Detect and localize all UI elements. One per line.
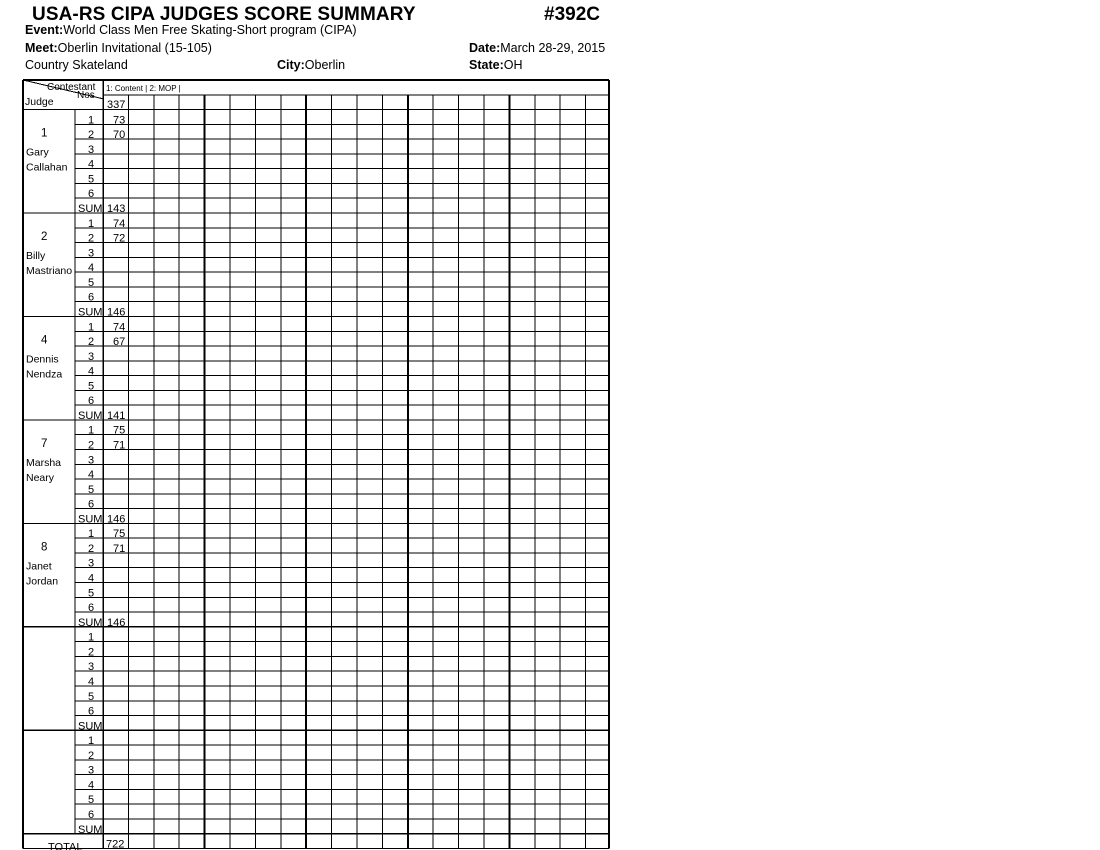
row-number: 1 bbox=[88, 217, 95, 230]
state-label: State: bbox=[469, 58, 504, 72]
sum-label: SUM bbox=[78, 616, 103, 629]
sum-value: 141 bbox=[107, 409, 126, 422]
row-number: 6 bbox=[88, 291, 95, 304]
row-number: 2 bbox=[88, 646, 95, 659]
judge-first-name: Billy bbox=[26, 250, 46, 263]
score-value: 67 bbox=[113, 336, 126, 349]
date-value: March 28-29, 2015 bbox=[500, 41, 606, 55]
row-number: 2 bbox=[88, 232, 95, 245]
judge-first-name: Janet bbox=[26, 560, 52, 573]
judge-last-name: Mastriano bbox=[26, 265, 73, 278]
sum-value: 146 bbox=[107, 306, 126, 319]
state-value: OH bbox=[503, 58, 523, 72]
row-number: 1 bbox=[88, 321, 95, 334]
row-number: 2 bbox=[88, 336, 95, 349]
row-number: 3 bbox=[88, 454, 95, 467]
row-number: 5 bbox=[88, 276, 95, 289]
row-number: 1 bbox=[88, 424, 95, 437]
sheet-number: #392C bbox=[544, 4, 600, 25]
score-value: 73 bbox=[113, 114, 126, 127]
row-number: 1 bbox=[88, 735, 95, 748]
row-number: 4 bbox=[88, 469, 95, 482]
row-number: 5 bbox=[88, 587, 95, 600]
sum-label: SUM bbox=[78, 306, 103, 319]
score-value: 75 bbox=[113, 424, 126, 437]
row-number: 4 bbox=[88, 675, 95, 688]
row-number: 6 bbox=[88, 602, 95, 615]
row-number: 4 bbox=[88, 365, 95, 378]
judge-last-name: Callahan bbox=[26, 161, 68, 174]
sum-label: SUM bbox=[78, 720, 103, 733]
meet-label: Meet: bbox=[25, 41, 58, 55]
judge-number: 2 bbox=[41, 231, 48, 244]
city-label: City: bbox=[277, 58, 305, 72]
row-number: 4 bbox=[88, 262, 95, 275]
score-value: 75 bbox=[113, 528, 126, 541]
judge-number: 7 bbox=[41, 437, 48, 450]
contestant-number: 337 bbox=[107, 98, 126, 111]
row-number: 2 bbox=[88, 129, 95, 142]
row-number: 1 bbox=[88, 631, 95, 644]
row-number: 6 bbox=[88, 395, 95, 408]
sum-label: SUM bbox=[78, 409, 103, 422]
judge-number: 8 bbox=[41, 541, 48, 554]
row-number: 3 bbox=[88, 247, 95, 260]
date-label: Date: bbox=[469, 41, 501, 55]
row-number: 3 bbox=[88, 661, 95, 674]
row-number: 6 bbox=[88, 809, 95, 821]
row-number: 4 bbox=[88, 572, 95, 585]
row-number: 5 bbox=[88, 794, 95, 807]
row-number: 1 bbox=[88, 114, 95, 127]
judge-number: 1 bbox=[41, 127, 48, 140]
sum-label: SUM bbox=[78, 203, 103, 216]
row-number: 4 bbox=[88, 779, 95, 792]
score-value: 71 bbox=[113, 439, 126, 452]
score-value: 70 bbox=[113, 129, 126, 142]
sum-label: SUM bbox=[78, 823, 103, 836]
meet-value: Oberlin Invitational (15-105) bbox=[57, 41, 212, 55]
judge-first-name: Gary bbox=[26, 146, 49, 159]
total-value: 722 bbox=[106, 838, 125, 850]
corner-nos-label: Nos bbox=[77, 89, 95, 101]
row-number: 4 bbox=[88, 158, 95, 171]
event-value: World Class Men Free Skating-Short program (CIPA) bbox=[63, 23, 357, 37]
total-label: TOTAL bbox=[48, 841, 83, 850]
row-number: 3 bbox=[88, 764, 95, 777]
row-number: 6 bbox=[88, 188, 95, 201]
judge-last-name: Neary bbox=[26, 471, 55, 484]
row-number: 6 bbox=[88, 498, 95, 511]
row-number: 2 bbox=[88, 542, 95, 555]
judge-first-name: Marsha bbox=[26, 456, 62, 469]
judge-number: 4 bbox=[41, 334, 48, 347]
corner-contestant-label: Contestant bbox=[47, 82, 96, 93]
row-number: 3 bbox=[88, 143, 95, 156]
row-number: 5 bbox=[88, 173, 95, 186]
row-number: 5 bbox=[88, 380, 95, 393]
page-title: USA-RS CIPA JUDGES SCORE SUMMARY bbox=[32, 4, 416, 25]
event-label: Event: bbox=[25, 23, 64, 37]
row-number: 3 bbox=[88, 350, 95, 363]
sum-label: SUM bbox=[78, 513, 103, 526]
judge-last-name: Nendza bbox=[26, 368, 63, 381]
row-number: 2 bbox=[88, 439, 95, 452]
row-number: 5 bbox=[88, 483, 95, 496]
score-value: 71 bbox=[113, 542, 126, 555]
sum-value: 146 bbox=[107, 616, 126, 629]
score-value: 72 bbox=[113, 232, 126, 245]
row-number: 3 bbox=[88, 557, 95, 570]
sum-value: 143 bbox=[107, 203, 126, 216]
score-value: 74 bbox=[113, 321, 126, 334]
judge-first-name: Dennis bbox=[26, 353, 59, 366]
row-number: 2 bbox=[88, 749, 95, 762]
row-number: 6 bbox=[88, 705, 95, 718]
legend-text: 1: Content | 2: MOP | bbox=[106, 84, 181, 93]
row-number: 1 bbox=[88, 528, 95, 541]
sum-value: 146 bbox=[107, 513, 126, 526]
city-value: Oberlin bbox=[304, 58, 346, 72]
row-number: 5 bbox=[88, 690, 95, 703]
corner-judge-label: Judge bbox=[25, 95, 54, 108]
score-value: 74 bbox=[113, 217, 126, 230]
judge-last-name: Jordan bbox=[26, 575, 59, 588]
location-value: Country Skateland bbox=[25, 58, 128, 72]
